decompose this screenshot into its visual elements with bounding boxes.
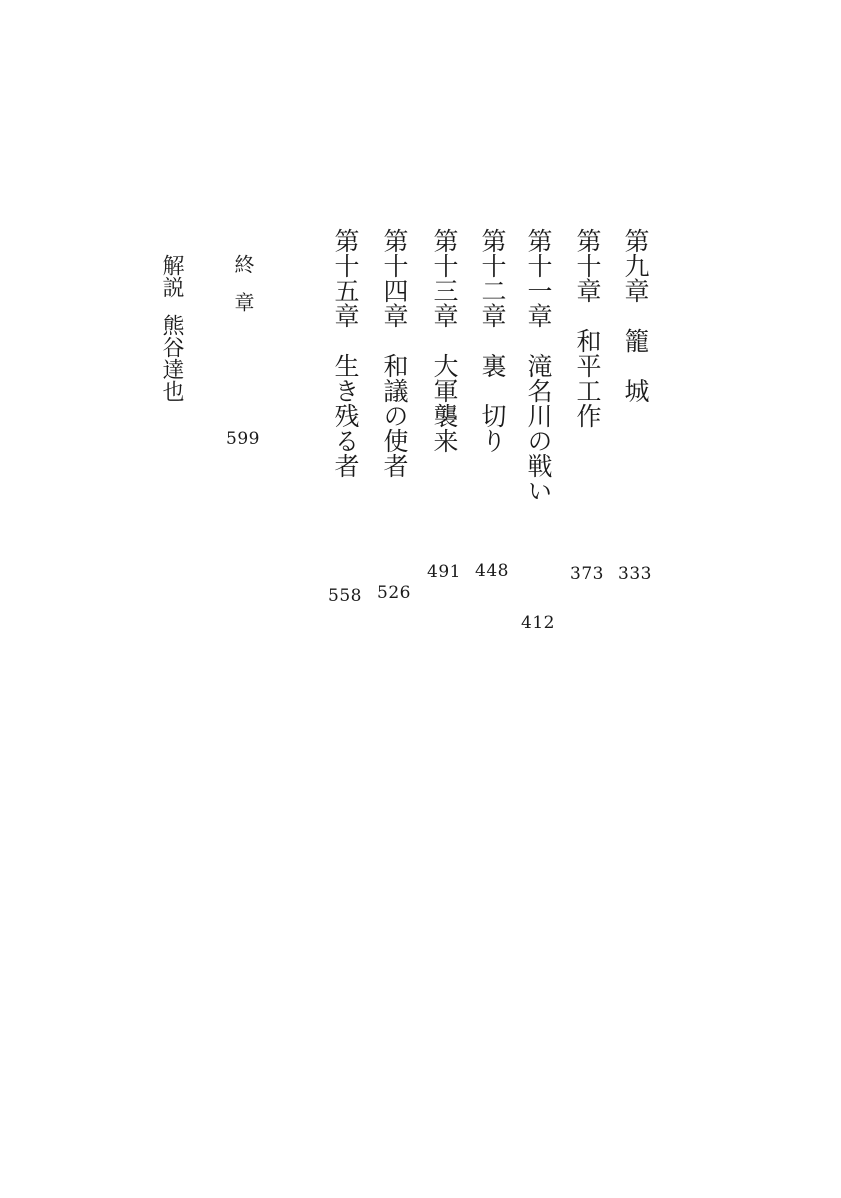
- chapter-heading: [521, 228, 555, 503]
- chapter-title: 籠 城: [621, 328, 650, 403]
- chapter-heading: [377, 228, 411, 478]
- commentary-author: 熊谷達也: [159, 314, 184, 402]
- chapter-heading: [618, 228, 652, 403]
- chapter-title: 大軍襲来: [430, 353, 459, 453]
- chapter-label: 第十四章: [380, 228, 409, 328]
- chapter-label: 第九章: [621, 228, 650, 303]
- commentary-heading: [156, 254, 186, 402]
- chapter-heading: [328, 228, 362, 478]
- chapter-title: 和議の使者: [380, 353, 409, 478]
- page-number: 558: [328, 586, 362, 606]
- chapter-label: 第十章: [573, 228, 602, 303]
- chapter-heading: [570, 228, 604, 428]
- page-number: 412: [521, 613, 555, 633]
- chapter-title: 滝名川の戦い: [524, 353, 553, 503]
- chapter-title: 和平工作: [573, 328, 602, 428]
- chapter-label: 第十二章: [478, 228, 507, 328]
- chapter-label: 第十三章: [430, 228, 459, 328]
- page-number: 526: [377, 583, 411, 603]
- chapter-title: 裏 切り: [478, 353, 507, 453]
- chapter-heading: [475, 228, 509, 453]
- epilogue-char-1: 終: [231, 254, 255, 274]
- chapter-label: 第十一章: [524, 228, 553, 328]
- commentary-label: 解説: [159, 254, 184, 298]
- chapter-label: 第十五章: [331, 228, 360, 328]
- chapter-heading: [427, 228, 461, 453]
- page-number: 448: [475, 561, 509, 581]
- epilogue-heading: [231, 254, 255, 312]
- page-number: 333: [618, 564, 652, 584]
- page-number: 491: [427, 562, 461, 582]
- epilogue-char-2: 章: [231, 292, 255, 312]
- page-number: 373: [570, 564, 604, 584]
- page-number: 599: [226, 429, 260, 449]
- chapter-title: 生き残る者: [331, 353, 360, 478]
